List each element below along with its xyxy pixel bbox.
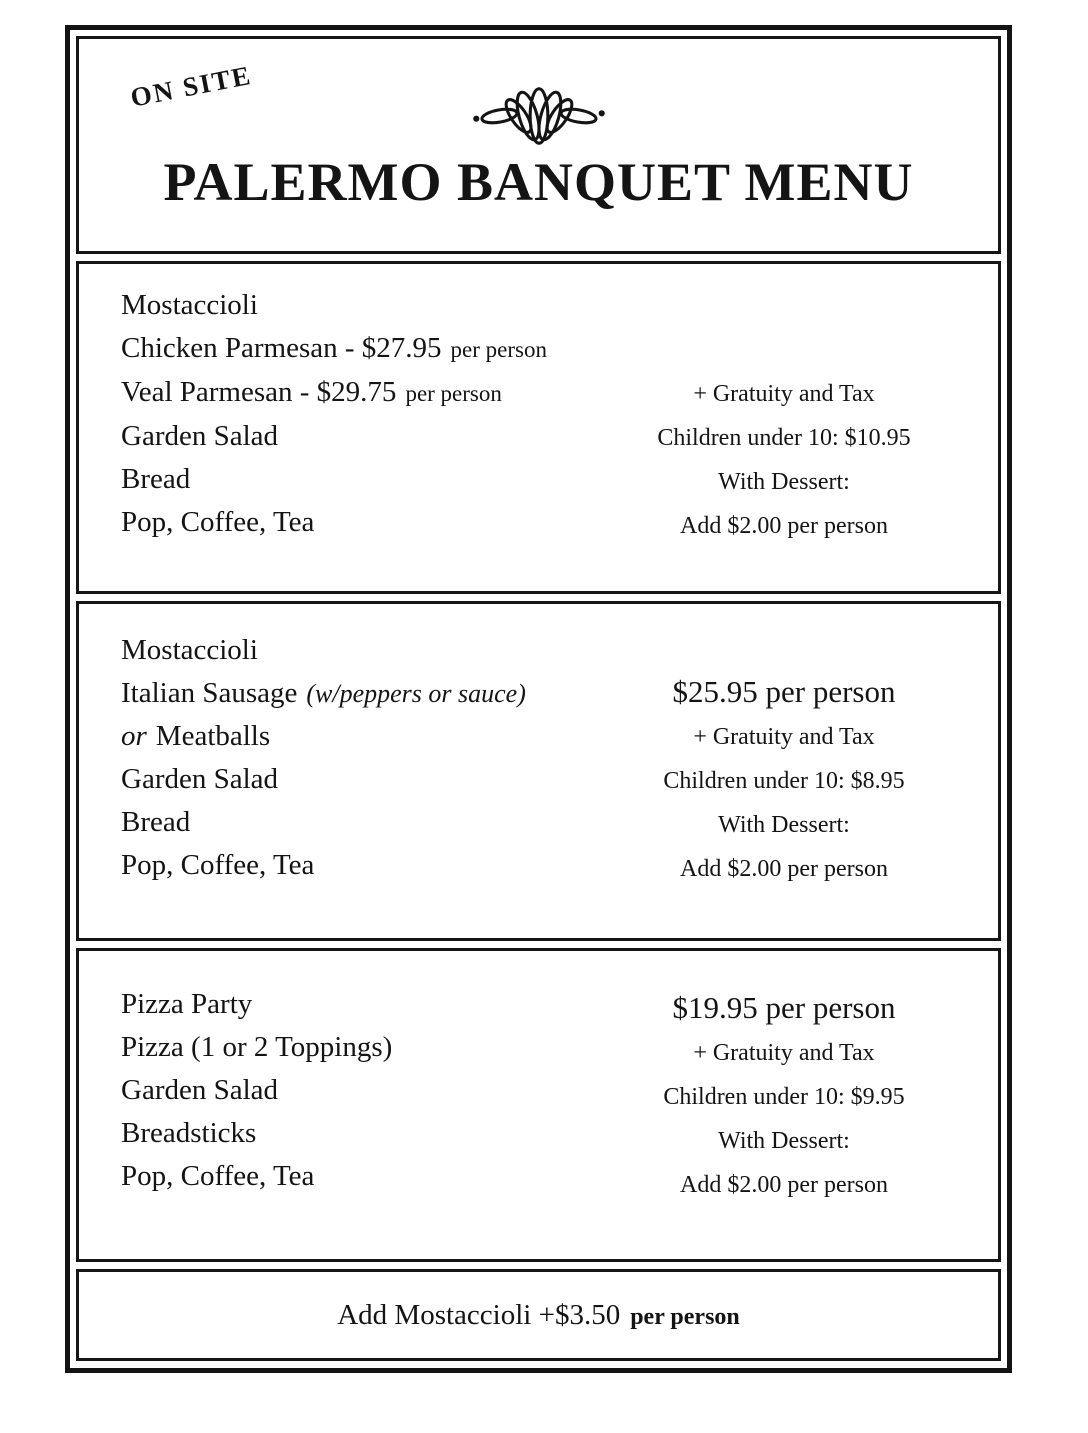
menu-item-line [121, 284, 574, 327]
menu-title: PALERMO BANQUET MENU [163, 152, 914, 212]
item-text: Veal Parmesan - $29.75 [121, 376, 397, 408]
menu-header [76, 36, 1001, 254]
gratuity-line: + Gratuity and Tax [693, 381, 875, 407]
item-text: Bread [121, 806, 191, 838]
menu-item-line [121, 458, 574, 501]
dessert-add-line: Add $2.00 per person [680, 1172, 888, 1198]
children-price-line: Children under 10: $10.95 [657, 425, 911, 451]
item-prefix: or [121, 720, 147, 752]
dessert-add-line: Add $2.00 per person [680, 856, 888, 882]
menu-item-line [121, 715, 574, 758]
menu-section-2 [76, 601, 1001, 941]
item-text: Pop, Coffee, Tea [121, 506, 315, 538]
section-2-item-list [79, 629, 574, 938]
item-text: Chicken Parmesan - $27.95 [121, 332, 442, 364]
menu-item-line [121, 371, 574, 415]
section-2-pricing-column [574, 629, 994, 938]
menu-section-3 [76, 948, 1001, 1262]
dessert-add-line: Add $2.00 per person [680, 513, 888, 539]
item-note: (w/peppers or sauce) [306, 679, 526, 708]
price-line: $19.95 per person [672, 990, 896, 1025]
gratuity-line: + Gratuity and Tax [693, 724, 875, 750]
section-1-item-list [79, 284, 574, 591]
children-price-line: Children under 10: $8.95 [663, 768, 905, 794]
item-text: Pop, Coffee, Tea [121, 849, 315, 881]
menu-item-line [121, 1026, 574, 1069]
item-note: per person [450, 337, 547, 362]
item-text: Mostaccioli [121, 289, 258, 321]
item-text: Mostaccioli [121, 634, 258, 666]
dessert-label-line: With Dessert: [718, 812, 850, 838]
menu-item-line [121, 983, 574, 1026]
menu-item-line [121, 327, 574, 371]
on-site-badge: ON SITE [128, 59, 255, 113]
item-text: Garden Salad [121, 1074, 279, 1106]
menu-footer [76, 1269, 1001, 1361]
menu-outer-frame [65, 25, 1012, 1373]
item-text: Pizza (1 or 2 Toppings) [121, 1031, 393, 1063]
menu-item-line [121, 501, 574, 544]
section-3-item-list [79, 983, 574, 1259]
section-3-pricing-column [574, 983, 994, 1259]
children-price-line: Children under 10: $9.95 [663, 1084, 905, 1110]
menu-item-line [121, 1069, 574, 1112]
item-text: Bread [121, 463, 191, 495]
item-text: Breadsticks [121, 1117, 257, 1149]
menu-item-line [121, 629, 574, 672]
section-1-pricing-column [574, 284, 994, 591]
dessert-label-line: With Dessert: [718, 1128, 850, 1154]
item-text: Meatballs [155, 720, 271, 752]
item-text: Italian Sausage [121, 677, 298, 709]
item-text: Pop, Coffee, Tea [121, 1160, 315, 1192]
menu-item-line [121, 844, 574, 887]
footer-line [337, 1299, 740, 1332]
item-note: per person [405, 381, 502, 406]
item-text: Pizza Party [121, 988, 253, 1020]
item-text: Garden Salad [121, 420, 279, 452]
menu-item-line [121, 1112, 574, 1155]
menu-section-1 [76, 261, 1001, 594]
menu-item-line [121, 758, 574, 801]
menu-item-line [121, 1155, 574, 1198]
item-text: Garden Salad [121, 763, 279, 795]
menu-item-line [121, 672, 574, 715]
footer-text: Add Mostaccioli +$3.50 [337, 1298, 621, 1331]
knot-flourish-icon [464, 79, 614, 153]
footer-note: per person [630, 1303, 740, 1330]
menu-item-line [121, 801, 574, 844]
dessert-label-line: With Dessert: [718, 469, 850, 495]
menu-item-line [121, 415, 574, 458]
gratuity-line: + Gratuity and Tax [693, 1040, 875, 1066]
price-line: $25.95 per person [672, 674, 896, 709]
